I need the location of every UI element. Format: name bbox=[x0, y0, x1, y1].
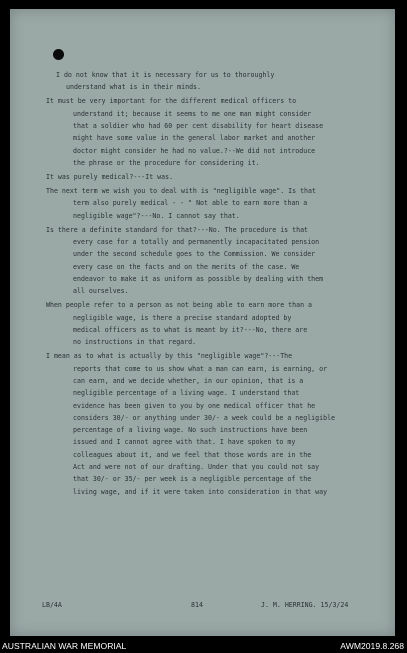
text-line: Is there a definite standard for that?---No. The procedure is that bbox=[46, 225, 309, 234]
text-line: It was purely medical?---It was. bbox=[46, 172, 174, 181]
text-line: every case for a totally and permanently incapacitated pension bbox=[73, 238, 320, 247]
text-line: that a soldier who had 60 per cent disability for heart disease bbox=[73, 121, 324, 130]
text-line: living wage, and if it were taken into consideration in that way bbox=[73, 487, 328, 496]
text-line: I mean as to what is actually by this "negligible wage"?---The bbox=[46, 352, 293, 361]
text-line: that 30/- or 35/- per week is a negligible percentage of the bbox=[73, 475, 312, 484]
transcript-body bbox=[46, 69, 386, 500]
caption-institution: AUSTRALIAN WAR MEMORIAL bbox=[2, 641, 127, 651]
text-line: medical officers as to what is meant by it?---No, there are bbox=[73, 325, 308, 334]
text-line: can earn, and we decide whether, in our opinion, that is a bbox=[73, 376, 304, 385]
text-line: might have some value in the general labor market and another bbox=[73, 134, 316, 143]
text-line: Act and were not of our drafting. Under that you could not say bbox=[73, 462, 320, 471]
text-line: issued and I cannot agree with that. I have spoken to my bbox=[73, 438, 296, 447]
footer-page-number: 814 bbox=[191, 601, 203, 609]
paragraph bbox=[46, 299, 386, 348]
text-line: negligible percentage of a living wage. I understand that bbox=[73, 389, 300, 398]
text-line: all ourselves. bbox=[73, 287, 129, 296]
caption-accession-number: AWM2019.8.268 bbox=[340, 641, 404, 651]
punch-hole bbox=[53, 49, 64, 60]
text-line: negligible wage"?---No. I cannot say that. bbox=[73, 211, 240, 220]
text-line: evidence has been given to you by one medical officer that he bbox=[73, 401, 316, 410]
paragraph bbox=[46, 69, 386, 94]
text-line: doctor might consider he had no value.?--We did not introduce bbox=[73, 146, 316, 155]
text-line: The next term we wish you to deal with is "negligible wage". Is that bbox=[46, 187, 316, 196]
footer-signature-date: J. M. HERRING. 15/3/24 bbox=[261, 601, 349, 609]
text-line: percentage of a living wage. No such instructions have been bbox=[73, 426, 308, 435]
text-line: When people refer to a person as not being able to earn more than a bbox=[46, 301, 312, 310]
footer-reference: LB/4A bbox=[42, 601, 62, 609]
paragraph bbox=[46, 95, 386, 169]
text-line: endeavor to make it as uniform as possible by dealing with them bbox=[73, 274, 324, 283]
text-line: It must be very important for the different medical officers to bbox=[46, 97, 297, 106]
text-line: understand it; because it seems to me one man might consider bbox=[73, 109, 312, 118]
paragraph bbox=[46, 185, 386, 222]
text-line: under the second schedule goes to the Commission. We consider bbox=[73, 250, 316, 259]
text-line: colleagues about it, and we feel that those words are in the bbox=[73, 450, 312, 459]
text-line: understand what is in their minds. bbox=[66, 83, 201, 92]
text-line: reports that come to us show what a man can earn, is earning, or bbox=[73, 364, 328, 373]
text-line: term also purely medical - - " Not able to earn more than a bbox=[73, 199, 308, 208]
text-line: every case on the facts and on the merits of the case. We bbox=[73, 262, 300, 271]
document-page bbox=[10, 9, 395, 636]
text-line: negligible wage, is there a precise standard adopted by bbox=[73, 313, 292, 322]
paragraph bbox=[46, 224, 386, 298]
archive-caption-bar bbox=[0, 638, 407, 653]
paragraph bbox=[46, 350, 386, 498]
paragraph bbox=[46, 171, 386, 183]
text-line: considers 30/- or anything under 30/- a week could be a negligible bbox=[73, 413, 336, 422]
text-line: no instructions in that regard. bbox=[73, 338, 197, 347]
text-line: I do not know that it is necessary for us to thoroughly bbox=[56, 71, 275, 79]
text-line: the phrase or the procedure for considering it. bbox=[73, 158, 260, 167]
